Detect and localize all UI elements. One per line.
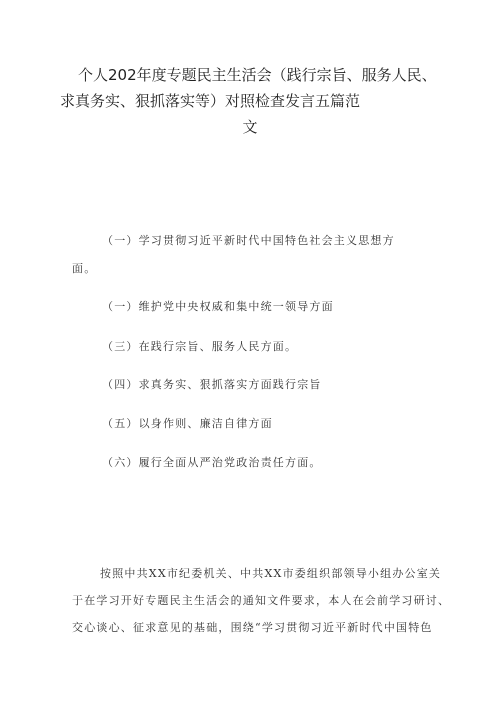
document-title-line-1: 个人202年度专题民主生活会（践行宗旨、服务人民、 bbox=[78, 66, 437, 84]
paragraph-line-2: 于在学习开好专题民主生活会的通知文件要求，本人在会前学习研讨、 bbox=[72, 594, 451, 607]
paragraph-line-3: 交心谈心、征求意见的基础，围绕“学习贯彻习近平新时代中国特色 bbox=[72, 621, 433, 634]
outline-item-6: （六）履行全面从严治党政治责任方面。 bbox=[102, 456, 322, 469]
outline-item-4: （四）求真务实、狠抓落实方面践行宗旨 bbox=[102, 378, 322, 391]
outline-item-1: （一）学习贯彻习近平新时代中国特色社会主义思想方 bbox=[102, 234, 395, 247]
document-title-line-3: 文 bbox=[242, 118, 258, 136]
outline-item-1-continuation: 面。 bbox=[72, 262, 97, 275]
paragraph-line-1: 按照中共XX市纪委机关、中共XX市委组织部领导小组办公室关 bbox=[100, 567, 442, 580]
outline-item-5: （五）以身作则、廉洁自律方面 bbox=[102, 417, 273, 430]
document-title-line-2: 求真务实、狠抓落实等）对照检查发言五篇范 bbox=[60, 92, 361, 110]
outline-item-2: （一）维护党中央权威和集中统一领导方面 bbox=[102, 300, 334, 313]
outline-item-3: （三）在践行宗旨、服务人民方面。 bbox=[102, 340, 298, 353]
